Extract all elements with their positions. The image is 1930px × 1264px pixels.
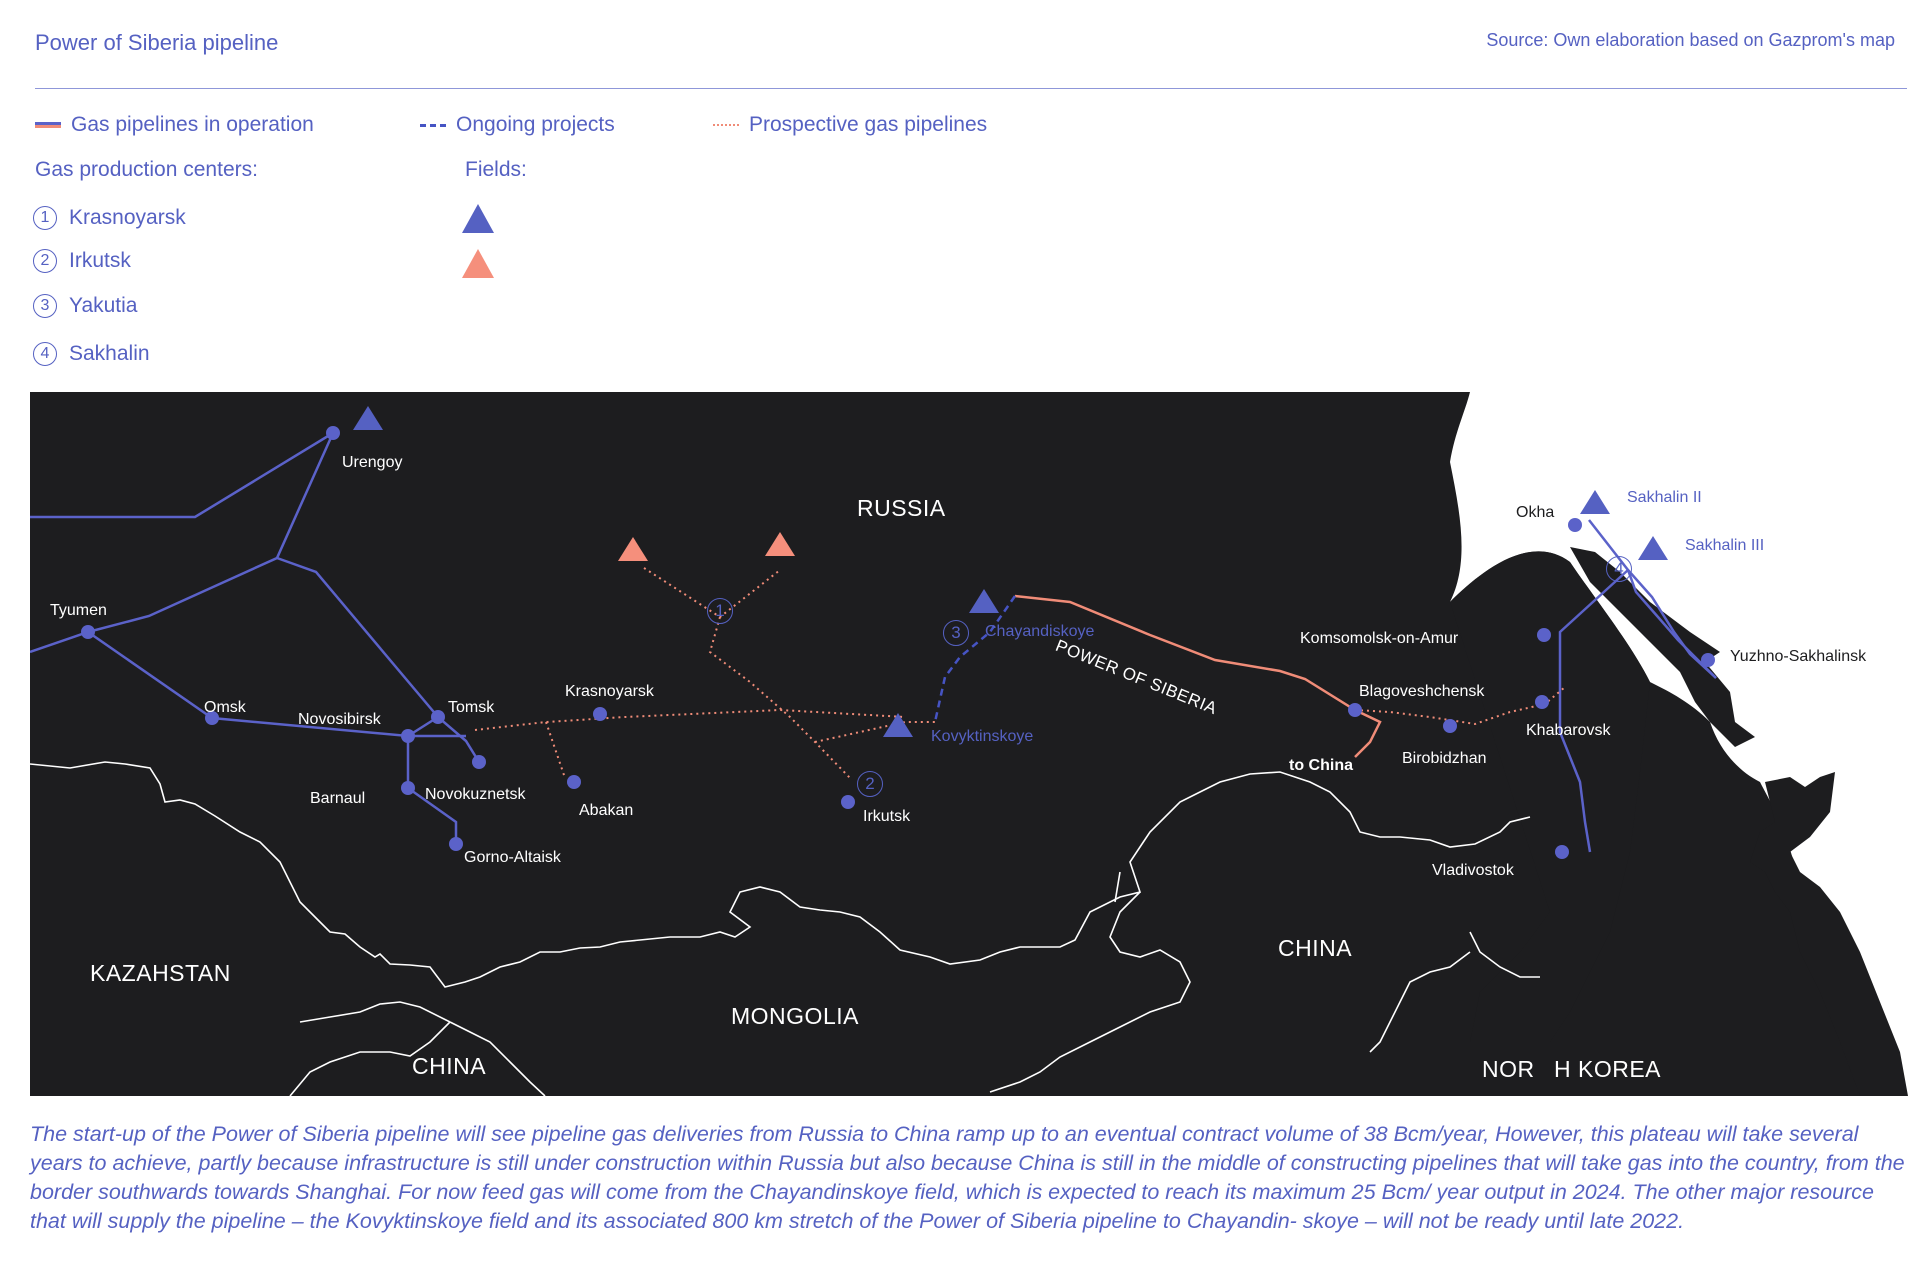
power-of-siberia-label: POWER OF SIBERIA	[1052, 636, 1220, 719]
dot-khabarovsk	[1535, 695, 1549, 709]
urengoy-field-icon	[353, 406, 383, 430]
label-novokuznetsk: Novokuznetsk	[425, 786, 526, 803]
label-sakhalin2: Sakhalin II	[1627, 489, 1702, 506]
number-1-icon: 1	[33, 206, 57, 230]
legend-center-4	[33, 342, 150, 366]
legend-prospective-label: Prospective gas pipelines	[749, 113, 988, 136]
label-blagoveshchensk: Blagoveshchensk	[1359, 683, 1485, 700]
ongoing-pipeline	[935, 596, 1015, 722]
prospective-line-icon	[713, 124, 739, 126]
label-chayandiskoye: Chayandiskoye	[985, 623, 1095, 640]
label-yuzhno: Yuzhno-Sakhalinsk	[1730, 648, 1867, 665]
label-abakan: Abakan	[579, 802, 634, 819]
ongoing-line-icon	[420, 124, 446, 127]
dot-yuzhno	[1701, 653, 1715, 667]
page-title: Power of Siberia pipeline	[35, 30, 279, 55]
prospective-field-icon	[462, 249, 494, 278]
country-north-korea-2: H KOREA	[1554, 1056, 1662, 1082]
legend-prospective	[713, 113, 987, 137]
dot-tyumen	[81, 625, 95, 639]
dot-barnaul	[401, 781, 415, 795]
center-marker-2: 2	[857, 771, 883, 797]
label-komsomolsk: Komsomolsk-on-Amur	[1300, 630, 1459, 647]
number-2-icon: 2	[33, 249, 57, 273]
legend-ongoing	[420, 113, 615, 137]
legend-center-label: Yakutia	[69, 294, 138, 317]
legend-center-label: Krasnoyarsk	[69, 206, 186, 229]
label-tomsk: Tomsk	[448, 699, 495, 716]
source-note: Source: Own elaboration based on Gazprom's map	[1486, 30, 1895, 50]
country-china-west: CHINA	[412, 1053, 487, 1079]
label-irkutsk: Irkutsk	[863, 808, 911, 825]
legend-center-3	[33, 294, 138, 318]
center-marker-3: 3	[943, 620, 969, 646]
dot-tomsk	[431, 710, 445, 724]
fields-title: Fields:	[465, 158, 527, 181]
legend-operation	[35, 113, 314, 137]
krasnoyarsk-field-a-icon	[618, 537, 648, 561]
dot-novokuznetsk	[472, 755, 486, 769]
operation-line-icon	[35, 122, 61, 128]
label-to-china: to China	[1289, 757, 1353, 774]
kovyktinskoye-field-icon	[883, 713, 913, 737]
dot-novosibirsk	[401, 729, 415, 743]
label-gorno-altaisk: Gorno-Altaisk	[464, 849, 561, 866]
country-north-korea: NOR	[1482, 1056, 1535, 1082]
chayandiskoye-field-icon	[969, 589, 999, 613]
dot-blagoveshchensk	[1348, 703, 1362, 717]
prospective-pipelines	[475, 568, 1565, 778]
dot-abakan	[567, 775, 581, 789]
center-marker-4: 4	[1606, 556, 1632, 582]
country-china-east: CHINA	[1278, 935, 1353, 961]
krasnoyarsk-field-b-icon	[765, 532, 795, 556]
dot-okha	[1568, 518, 1582, 532]
header-divider	[35, 88, 1907, 89]
country-russia: RUSSIA	[857, 495, 946, 521]
label-vladivostok: Vladivostok	[1432, 862, 1514, 879]
label-kovyktinskoye: Kovyktinskoye	[931, 728, 1034, 745]
power-of-siberia-pipeline	[1015, 596, 1380, 757]
dot-vladivostok	[1555, 845, 1569, 859]
legend-center-label: Irkutsk	[69, 249, 131, 272]
country-borders	[30, 762, 1540, 1096]
centers-title: Gas production centers:	[35, 158, 258, 181]
label-sakhalin3: Sakhalin III	[1685, 537, 1765, 554]
dot-komsomolsk	[1537, 628, 1551, 642]
dot-krasnoyarsk	[593, 707, 607, 721]
country-mongolia: MONGOLIA	[731, 1003, 859, 1029]
dot-gorno-altaisk	[449, 837, 463, 851]
label-birobidzhan: Birobidzhan	[1402, 750, 1487, 767]
label-novosibirsk: Novosibirsk	[298, 711, 381, 728]
dot-irkutsk	[841, 795, 855, 809]
label-urengoy: Urengoy	[342, 454, 403, 471]
label-tyumen: Tyumen	[50, 602, 107, 619]
label-okha: Okha	[1516, 504, 1555, 521]
country-kazakhstan: KAZAHSTAN	[90, 960, 231, 986]
label-omsk: Omsk	[204, 699, 246, 716]
field-in-operation-icon	[462, 204, 494, 233]
dot-urengoy	[326, 426, 340, 440]
legend-operation-label: Gas pipelines in operation	[71, 113, 314, 136]
center-marker-1: 1	[707, 598, 733, 624]
dot-birobidzhan	[1443, 719, 1457, 733]
legend-ongoing-label: Ongoing projects	[456, 113, 615, 136]
legend-center-2	[33, 249, 131, 273]
label-krasnoyarsk: Krasnoyarsk	[565, 683, 654, 700]
caption-text: The start-up of the Power of Siberia pipeline will see pipeline gas deliveries from Russia to China ramp up to an eventual contract volume of 38 Bcm/year, However, this plateau will take several years to achieve, partly because infrastructure is still under construction within Russia but also because China is still in the middle of constructing pipelines that will take gas into the country, from the border southwards towards Shanghai. For now feed gas will come from the Chayandinskoye field, which is expected to reach its maximum 25 Bcm/ year output in 2024. The other major resource that will supply the pipeline – the Kovyktinskoye field and its associated 800 km stretch of the Power of Siberia pipeline to Chayandin- skoye – will not be ready until late 2022.	[30, 1122, 1905, 1233]
label-khabarovsk: Khabarovsk	[1526, 722, 1611, 739]
label-barnaul: Barnaul	[310, 790, 366, 807]
number-3-icon: 3	[33, 294, 57, 318]
legend-center-label: Sakhalin	[69, 342, 150, 365]
legend-center-1	[33, 206, 186, 230]
number-4-icon: 4	[33, 342, 57, 366]
pipeline-map	[30, 392, 1908, 1096]
